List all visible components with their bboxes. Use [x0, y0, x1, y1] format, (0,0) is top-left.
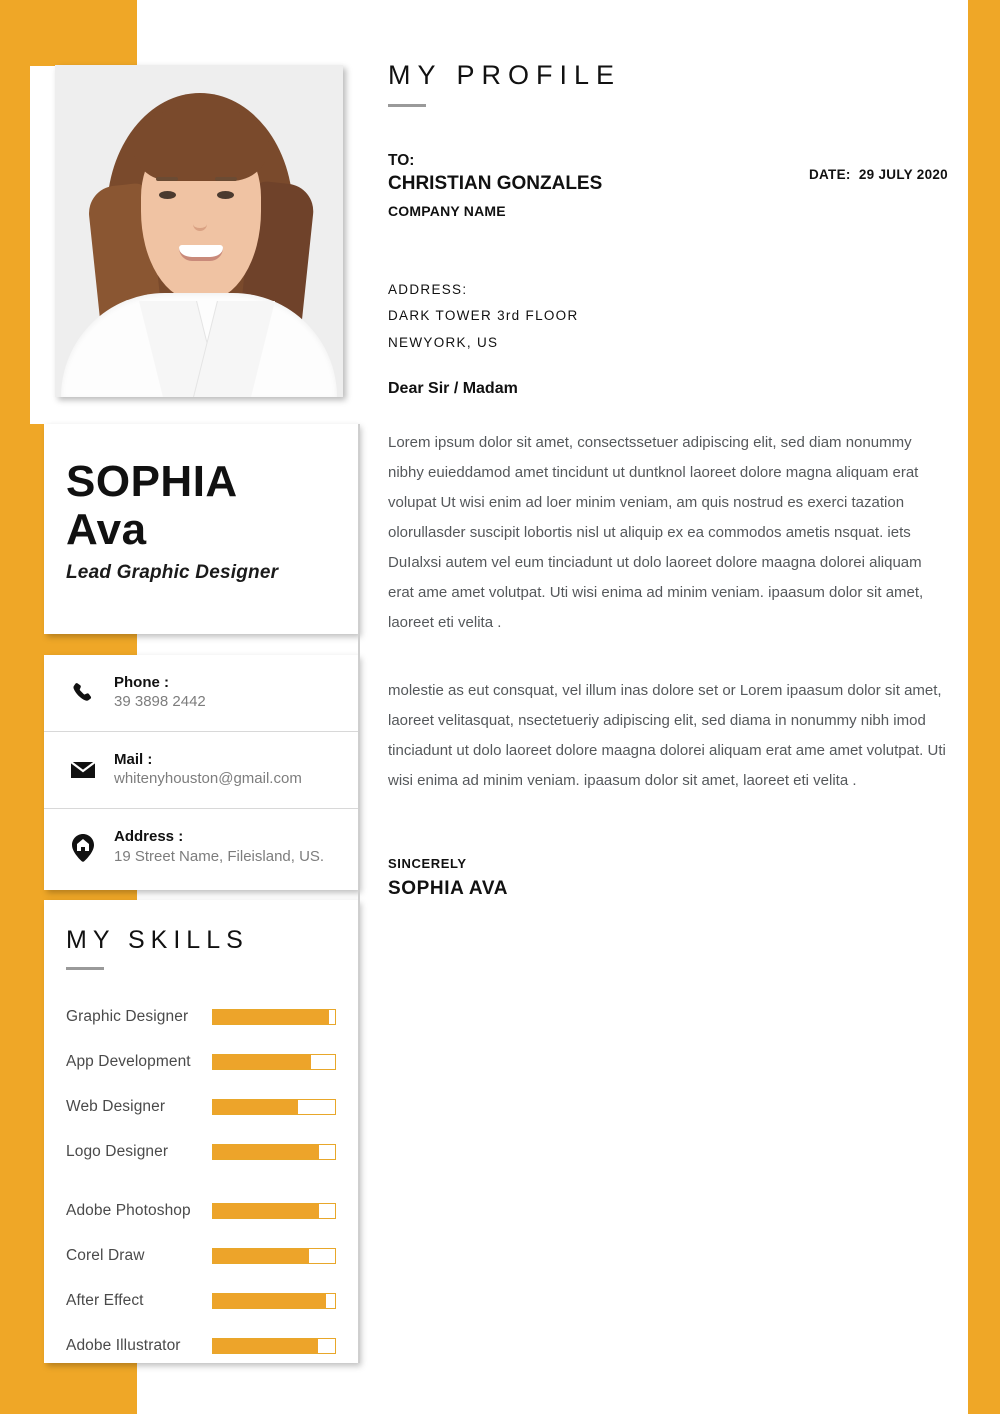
contact-value: 39 3898 2442 [114, 693, 206, 711]
contact-row-phone[interactable] [44, 655, 358, 732]
nose-shape [193, 215, 207, 231]
skill-bar-fill [213, 1145, 319, 1159]
skill-bar-fill [213, 1339, 318, 1353]
date-label: DATE: [808, 167, 851, 182]
skill-bar [212, 1248, 336, 1264]
last-name: Ava [66, 504, 147, 554]
signature-name: SOPHIA AVA [388, 877, 509, 899]
name-card [44, 424, 358, 634]
letter-paragraph-1: Lorem ipsum dolor sit amet, consectssetuer adipiscing elit, sed diam nonummy nibhy euieddamod amet tincidunt ut duntknol laoreet dolore magna aliquam erat volupat Ut wisi enim ad loer minim veniam, am quis nostrud es exerci tazation olorullasder suscipit lobortis nisl ut aliquip ex ea commodos ametis nsquat. iets DuIalxsi autem vel eum tinciadunt ut dolo laoreet dolore maagna dolorei aliquam erat ame amet volutpat. Uti wisi enima ad minim veniam. ipaasum dolor sit amet, laoreet eti velita . [388, 433, 924, 631]
skill-row [66, 1188, 336, 1233]
skill-bar-fill [213, 1294, 326, 1308]
skill-bar [212, 1144, 336, 1160]
recipient-label: TO: [388, 152, 415, 169]
contact-card [44, 655, 358, 890]
letter-column [388, 0, 948, 900]
skill-bar-fill [213, 1204, 319, 1218]
address-block [388, 277, 948, 356]
skill-bar-fill [213, 1055, 311, 1069]
contact-value: 19 Street Name, Fileisland, US. [114, 847, 325, 865]
date-value: 29 JULY 2020 [858, 167, 948, 182]
accent-block-top-left [0, 0, 137, 66]
page-title: MY PROFILE [388, 60, 622, 90]
skill-label: Web Designer [66, 1097, 166, 1115]
accent-band-right [968, 0, 1000, 1414]
sincerely-label: SINCERELY [388, 855, 467, 871]
profile-photo [55, 65, 343, 397]
skill-label: Graphic Designer [66, 1007, 189, 1025]
contact-row-address[interactable] [44, 809, 358, 886]
page-title-rule [388, 104, 426, 107]
eyebrow-right [215, 177, 237, 181]
skill-row [66, 1039, 336, 1084]
skill-bar-fill [213, 1010, 329, 1024]
eyebrow-left [156, 177, 178, 181]
sidebar-divider [358, 424, 360, 1363]
contact-value: whitenyhouston@gmail.com [114, 770, 302, 788]
eye-right [217, 191, 234, 199]
eye-left [159, 191, 176, 199]
first-name: SOPHIA [66, 457, 238, 506]
skill-row [66, 994, 336, 1039]
contact-label: Mail : [114, 750, 153, 768]
skill-bar [212, 1054, 336, 1070]
skill-label: App Development [66, 1052, 191, 1070]
address-label: ADDRESS: [388, 281, 468, 297]
contact-row-mail[interactable] [44, 732, 358, 809]
skill-bar [212, 1009, 336, 1025]
skill-label: Adobe Photoshop [66, 1201, 191, 1219]
skill-label: Logo Designer [66, 1142, 169, 1160]
skill-bar [212, 1203, 336, 1219]
phone-icon [66, 681, 100, 705]
portrait-image [55, 65, 343, 397]
skill-bar [212, 1099, 336, 1115]
skill-bar-fill [213, 1249, 309, 1263]
skill-row [66, 1129, 336, 1174]
skills-card [44, 900, 358, 1363]
salutation: Dear Sir / Madam [388, 379, 518, 397]
contact-label: Address : [114, 828, 184, 845]
date-line [809, 167, 948, 182]
skills-heading: MY SKILLS [66, 926, 249, 954]
skills-heading-rule [66, 967, 104, 970]
letter-paragraph-2: molestie as eut consquat, vel illum inas dolore set or Lorem ipaasum dolor sit amet, laoreet velitasquat, nsectetueriy adipiscing elit, sed diama in nonummy nibh imod tinciadunt ut dolo laoreet dolore maagna dolorei aliquam erat ame amet volutpat. Uti wisi enima ad minim veniam. ipaasum dolor sit amet, laoreet eti velita . [388, 681, 946, 789]
address-line-2: NEWYORK, US [388, 334, 499, 350]
mouth-shape [179, 245, 223, 261]
skill-row [66, 1233, 336, 1278]
contact-label: Phone : [114, 673, 169, 691]
skill-label: After Effect [66, 1291, 144, 1309]
recipient-company: COMPANY NAME [388, 202, 506, 219]
skill-label: Corel Draw [66, 1246, 145, 1264]
mail-icon [66, 760, 100, 780]
skill-bar [212, 1293, 336, 1309]
skills-group-divider [66, 1174, 336, 1188]
skill-bar [212, 1338, 336, 1354]
recipient-name: CHRISTIAN GONZALES [388, 173, 603, 195]
address-line-1: DARK TOWER 3rd FLOOR [388, 308, 579, 324]
skill-row [66, 1084, 336, 1129]
skills-group-one [66, 994, 336, 1174]
bangs-shape [133, 107, 269, 181]
location-pin-icon [66, 834, 100, 862]
signature-block [388, 856, 948, 900]
skill-label: Adobe Illustrator [66, 1336, 181, 1354]
skill-bar-fill [213, 1100, 298, 1114]
skill-row [66, 1323, 336, 1368]
skill-row [66, 1278, 336, 1323]
job-title: Lead Graphic Designer [66, 562, 279, 584]
skills-group-two [66, 1188, 336, 1368]
recipient-block [388, 149, 948, 219]
